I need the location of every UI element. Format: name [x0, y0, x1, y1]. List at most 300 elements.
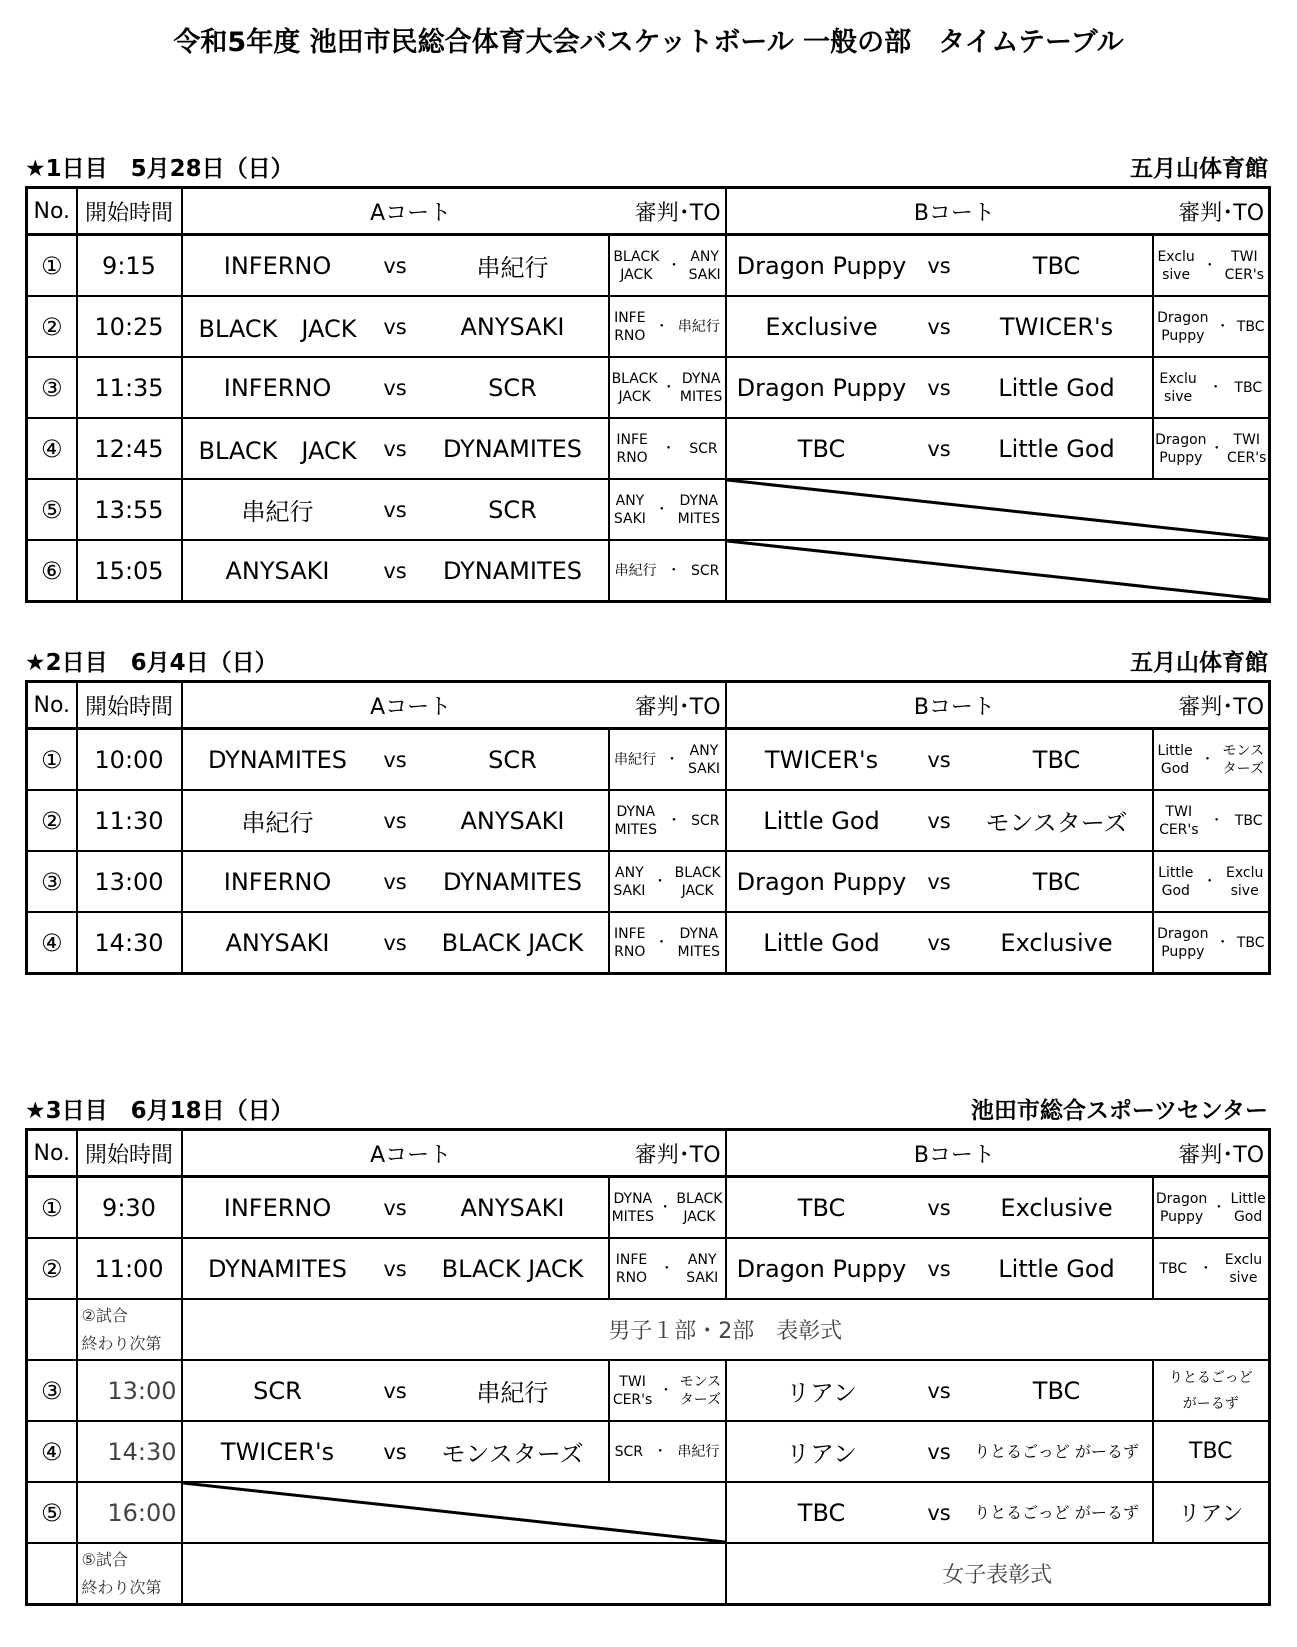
referee-2: TBC — [1234, 812, 1263, 829]
table-row — [27, 357, 1270, 418]
referee-1: INFE RNO — [614, 309, 646, 344]
referee-pair — [610, 248, 725, 284]
vs-label: vs — [383, 436, 407, 461]
match — [183, 1434, 608, 1469]
ceremony-cell: 男子１部・2部 表彰式 — [182, 1299, 1270, 1360]
referee-2: DYNA MITES — [679, 370, 723, 405]
referee-label: 審判･TO — [634, 200, 721, 226]
team-2: りとるごっど がーるず — [974, 1441, 1139, 1461]
start-time: 11:00 — [77, 1238, 182, 1299]
vs-label: vs — [927, 869, 951, 894]
team-1: TBC — [797, 434, 846, 463]
referee-1: DYNA MITES — [614, 803, 658, 838]
match-cell-a — [182, 418, 609, 479]
match — [727, 435, 1152, 463]
match-cell-a — [182, 1421, 609, 1482]
referee-pair — [1154, 925, 1269, 961]
vs-label: vs — [383, 375, 407, 400]
separator: ・ — [666, 257, 681, 274]
referee-2: TWI CER's — [1226, 431, 1267, 466]
header-group — [183, 690, 725, 721]
match-cell-a — [182, 912, 609, 974]
day-venue: 五月山体育館 — [1130, 156, 1268, 182]
match — [727, 929, 1152, 957]
referee-pair — [610, 492, 725, 528]
team-2: TBC — [1032, 251, 1081, 280]
separator: ・ — [1200, 751, 1215, 768]
no-match-a — [182, 1482, 726, 1543]
vs-label: vs — [383, 869, 407, 894]
match-number: ④ — [27, 912, 77, 974]
separator: ・ — [1209, 812, 1224, 829]
header-b-court — [726, 1130, 1270, 1177]
start-time: 13:00 — [77, 1360, 182, 1421]
separator: ・ — [653, 1443, 668, 1460]
referee-2: ANY SAKI — [686, 1251, 719, 1286]
header-group — [183, 1138, 725, 1169]
team-1: BLACK JACK — [198, 437, 357, 465]
separator: ・ — [1208, 379, 1223, 396]
header-time: 開始時間 — [77, 1130, 182, 1177]
referee-cell-a — [609, 912, 726, 974]
table-row — [27, 1543, 1270, 1605]
vs-label: vs — [383, 747, 407, 772]
referee-pair — [1154, 309, 1269, 345]
header-row — [27, 682, 1270, 729]
vs-label: vs — [383, 808, 407, 833]
match-cell-a — [182, 851, 609, 912]
separator: ・ — [1198, 1260, 1213, 1277]
referee-cell-a — [609, 1360, 726, 1421]
team-2: SCR — [488, 745, 537, 774]
referee-cell-b — [1153, 1238, 1270, 1299]
match-number — [27, 1299, 77, 1360]
referee-cell-a — [609, 729, 726, 791]
match — [183, 868, 608, 896]
referee-pair — [610, 1251, 725, 1287]
team-2: TBC — [1032, 867, 1081, 896]
start-time — [77, 1543, 182, 1605]
referee-pair — [610, 1190, 725, 1226]
table-row — [27, 296, 1270, 357]
day-header — [25, 640, 1268, 680]
match — [183, 803, 608, 838]
header-a-court — [182, 188, 726, 235]
team-1: 串紀行 — [241, 498, 314, 526]
vs-label: vs — [927, 1439, 951, 1464]
referee-1: BLACK JACK — [613, 248, 660, 283]
vs-label: vs — [927, 1378, 951, 1403]
separator: ・ — [1215, 318, 1230, 335]
table-row — [27, 479, 1270, 540]
vs-label: vs — [927, 1195, 951, 1220]
team-2: TBC — [1032, 1376, 1081, 1405]
referee-1: ANY SAKI — [613, 492, 646, 527]
referee-cell-b — [1153, 235, 1270, 297]
referee-cell-b — [1153, 1482, 1270, 1543]
referee-cell-b — [1153, 418, 1270, 479]
referee-pair — [1154, 864, 1269, 900]
day-section-1 — [25, 146, 1268, 603]
header-b-court — [726, 682, 1270, 729]
match-cell-b — [726, 851, 1153, 912]
header-time: 開始時間 — [77, 682, 182, 729]
match-number: ③ — [27, 357, 77, 418]
team-1: Little God — [763, 928, 880, 957]
team-1: SCR — [253, 1376, 302, 1405]
match-cell-b — [726, 1360, 1153, 1421]
separator: ・ — [659, 1260, 674, 1277]
empty-cell — [182, 1543, 726, 1605]
match — [183, 929, 608, 957]
court-label: Bコート — [913, 1142, 995, 1168]
header-group — [727, 196, 1269, 227]
separator: ・ — [667, 812, 682, 829]
referee-cell-b — [1153, 296, 1270, 357]
team-2: モンスターズ — [985, 809, 1128, 837]
timetable — [25, 1128, 1271, 1606]
match-cell-b — [726, 729, 1153, 791]
separator: ・ — [1211, 1199, 1226, 1216]
referee-2: DYNA MITES — [677, 492, 721, 527]
vs-label: vs — [383, 253, 407, 278]
referee-1: TBC — [1159, 1260, 1188, 1277]
team-2: Little God — [998, 1254, 1115, 1283]
header-group — [727, 690, 1269, 721]
referee-1: 串紀行 — [613, 751, 656, 768]
match-cell-b — [726, 1421, 1153, 1482]
vs-label: vs — [927, 1500, 951, 1525]
referee-cell-a — [609, 851, 726, 912]
referee-1: INFE RNO — [616, 431, 648, 466]
court-label: Aコート — [370, 200, 452, 226]
match — [727, 374, 1152, 402]
referee-1: Dragon Puppy — [1155, 431, 1207, 466]
team-2: Little God — [998, 373, 1115, 402]
match-cell-a — [182, 235, 609, 297]
team-1: BLACK JACK — [198, 315, 357, 343]
referee-1: DYNA MITES — [611, 1190, 655, 1225]
no-match-b — [726, 479, 1270, 540]
court-label: Aコート — [370, 694, 452, 720]
referee-pair — [610, 925, 725, 961]
referee-cell-a — [609, 235, 726, 297]
referee-label: 審判･TO — [1178, 200, 1265, 226]
referee-2: SCR — [691, 812, 720, 829]
match-cell-b — [726, 1482, 1153, 1543]
page-title: 令和5年度 池田市民総合体育大会バスケットボール 一般の部 タイムテーブル — [173, 27, 1124, 58]
referee-2: ANY SAKI — [687, 742, 720, 777]
referee-1: TWI CER's — [1159, 803, 1199, 838]
match-cell-b — [726, 912, 1153, 974]
separator: ・ — [658, 1199, 673, 1216]
header-b-court — [726, 188, 1270, 235]
referee-label: 審判･TO — [634, 1142, 721, 1168]
header-no: No. — [27, 682, 77, 729]
separator: ・ — [653, 873, 667, 890]
team-1: DYNAMITES — [207, 745, 348, 774]
start-time: 12:45 — [77, 418, 182, 479]
referee: リアン — [1178, 1502, 1244, 1527]
team-1: TBC — [797, 1498, 846, 1527]
referee-1: ANY SAKI — [613, 864, 646, 899]
start-time: 9:30 — [77, 1177, 182, 1239]
referee-1: Little God — [1158, 864, 1194, 899]
referee-2: TWI CER's — [1224, 248, 1265, 283]
match-number: ① — [27, 1177, 77, 1239]
start-time: 14:30 — [77, 912, 182, 974]
referee-1: INFE RNO — [614, 925, 646, 960]
vs-label: vs — [383, 930, 407, 955]
team-2: ANYSAKI — [460, 312, 565, 341]
day-header — [25, 146, 1268, 186]
referee-cell-b — [1153, 729, 1270, 791]
match — [727, 868, 1152, 896]
referee-cell-b — [1153, 1421, 1270, 1482]
match-number: ③ — [27, 851, 77, 912]
referee-2: モンス ターズ — [1222, 742, 1265, 777]
team-1: TBC — [797, 1193, 846, 1222]
referee-1: BLACK JACK — [611, 370, 658, 405]
header-row — [27, 188, 1270, 235]
referee-cell-a — [609, 479, 726, 540]
match-number: ① — [27, 235, 77, 297]
team-2: 串紀行 — [476, 1379, 549, 1407]
referee-2: SCR — [691, 562, 720, 579]
start-time: 9:15 — [77, 235, 182, 297]
match-number: ③ — [27, 1360, 77, 1421]
match-cell-a — [182, 540, 609, 602]
separator: ・ — [654, 318, 669, 335]
referee-pair — [1154, 431, 1269, 467]
vs-label: vs — [927, 436, 951, 461]
referee-cell-a — [609, 790, 726, 851]
match-cell-a — [182, 479, 609, 540]
day-venue: 池田市総合スポーツセンター — [970, 1098, 1268, 1124]
header-no: No. — [27, 188, 77, 235]
match-cell-a — [182, 357, 609, 418]
referee-1: Little God — [1157, 742, 1193, 777]
day-section-3 — [25, 1088, 1268, 1606]
team-2: DYNAMITES — [442, 867, 583, 896]
separator: ・ — [654, 501, 669, 518]
day-date: ★3日目 6月18日（日） — [25, 1098, 294, 1124]
match — [183, 557, 608, 585]
referee-2: SCR — [689, 440, 718, 457]
start-time: 13:55 — [77, 479, 182, 540]
timetable — [25, 680, 1271, 975]
no-match-b — [726, 540, 1270, 602]
referee-pair — [610, 370, 725, 406]
day-date: ★1日目 5月28日（日） — [25, 156, 294, 182]
vs-label: vs — [383, 1439, 407, 1464]
day-venue: 五月山体育館 — [1130, 650, 1268, 676]
match — [183, 309, 608, 344]
referee-2: ANY SAKI — [688, 248, 721, 283]
referee-cell-a — [609, 1177, 726, 1239]
table-row — [27, 1421, 1270, 1482]
table-row — [27, 1299, 1270, 1360]
team-1: リアン — [785, 1440, 858, 1468]
match-number: ② — [27, 790, 77, 851]
referee-1: TWI CER's — [612, 1373, 653, 1408]
match — [727, 746, 1152, 774]
match — [183, 1255, 608, 1283]
referee-cell-b — [1153, 357, 1270, 418]
team-2: SCR — [488, 495, 537, 524]
separator: ・ — [1209, 440, 1224, 457]
match-number: ⑤ — [27, 479, 77, 540]
referee: TBC — [1189, 1439, 1233, 1464]
table-row — [27, 851, 1270, 912]
court-label: Bコート — [913, 200, 995, 226]
team-1: リアン — [785, 1379, 858, 1407]
vs-label: vs — [383, 1195, 407, 1220]
match — [727, 252, 1152, 280]
team-2: DYNAMITES — [442, 556, 583, 585]
diagonal-strike — [727, 480, 1269, 539]
referee-pair — [1154, 803, 1269, 839]
referee-pair — [610, 562, 725, 580]
team-2: BLACK JACK — [441, 1254, 584, 1283]
separator: ・ — [1202, 257, 1217, 274]
referee-cell-b — [1153, 851, 1270, 912]
referee-cell-a — [609, 540, 726, 602]
referee-1: Exclu sive — [1157, 248, 1195, 283]
vs-label: vs — [383, 1378, 407, 1403]
table-row — [27, 235, 1270, 297]
match — [727, 803, 1152, 838]
header-group — [183, 196, 725, 227]
match-number: ② — [27, 1238, 77, 1299]
team-2: Little God — [998, 434, 1115, 463]
referee-pair — [610, 742, 725, 778]
ceremony-cell: 女子表彰式 — [726, 1543, 1270, 1605]
court-label: Bコート — [913, 694, 995, 720]
separator: ・ — [654, 934, 669, 951]
referee-label: 審判･TO — [634, 694, 721, 720]
referee-cell-a — [609, 296, 726, 357]
team-2: DYNAMITES — [442, 434, 583, 463]
header-group — [727, 1138, 1269, 1169]
team-1: TWICER's — [764, 745, 879, 774]
match-number: ④ — [27, 418, 77, 479]
match-number: ④ — [27, 1421, 77, 1482]
diagonal-strike — [183, 1483, 725, 1542]
vs-label: vs — [383, 314, 407, 339]
match-number — [27, 1543, 77, 1605]
table-row — [27, 912, 1270, 974]
referee-cell-a — [609, 1421, 726, 1482]
team-1: INFERNO — [223, 867, 332, 896]
table-row — [27, 729, 1270, 791]
match-cell-b — [726, 357, 1153, 418]
diagonal-strike — [727, 541, 1269, 600]
referee-cell-b — [1153, 790, 1270, 851]
referee-2: TBC — [1234, 379, 1263, 396]
team-2: 串紀行 — [476, 254, 549, 282]
referee-1: SCR — [614, 1443, 643, 1460]
vs-label: vs — [927, 375, 951, 400]
referee-1: 串紀行 — [614, 562, 657, 579]
match — [183, 746, 608, 774]
vs-label: vs — [927, 1256, 951, 1281]
team-1: Dragon Puppy — [736, 373, 907, 402]
referee-pair — [1154, 370, 1269, 406]
referee-cell-b — [1153, 1360, 1270, 1421]
team-1: INFERNO — [223, 1193, 332, 1222]
table-row — [27, 790, 1270, 851]
referee-pair — [610, 803, 725, 839]
team-1: Dragon Puppy — [736, 867, 907, 896]
separator: ・ — [1215, 934, 1230, 951]
header-row — [27, 1130, 1270, 1177]
separator: ・ — [661, 440, 676, 457]
start-time: 10:00 — [77, 729, 182, 791]
start-time: 16:00 — [77, 1482, 182, 1543]
match-number: ⑥ — [27, 540, 77, 602]
vs-label: vs — [383, 497, 407, 522]
team-1: Dragon Puppy — [736, 1254, 907, 1283]
referee-cell-a — [609, 357, 726, 418]
referee-2: BLACK JACK — [674, 864, 721, 899]
table-row — [27, 1482, 1270, 1543]
match-cell-a — [182, 296, 609, 357]
day-header — [25, 1088, 1268, 1128]
match-cell-b — [726, 418, 1153, 479]
referee-cell-b — [1153, 912, 1270, 974]
match — [727, 1499, 1152, 1527]
start-time — [77, 1299, 182, 1360]
start-time: 11:35 — [77, 357, 182, 418]
referee-2: BLACK JACK — [676, 1190, 723, 1225]
match — [183, 374, 608, 402]
referee-2: Exclu sive — [1224, 1251, 1263, 1286]
separator: ・ — [1202, 873, 1217, 890]
vs-label: vs — [927, 808, 951, 833]
referee-cell-b — [1153, 1177, 1270, 1239]
referee-label: 審判･TO — [1178, 1142, 1265, 1168]
court-label: Aコート — [370, 1142, 452, 1168]
team-2: モンスターズ — [441, 1440, 584, 1468]
team-2: TWICER's — [999, 312, 1114, 341]
referee-pair — [1154, 742, 1269, 778]
referee-2: DYNA MITES — [677, 925, 720, 960]
timetable — [25, 186, 1271, 603]
start-time: 13:00 — [77, 851, 182, 912]
match-cell-a — [182, 1360, 609, 1421]
referee-cell-a — [609, 418, 726, 479]
match — [727, 1434, 1152, 1469]
referee-pair — [610, 864, 725, 900]
separator: ・ — [658, 1382, 673, 1399]
header-a-court — [182, 682, 726, 729]
table-row — [27, 418, 1270, 479]
referee-2: 串紀行 — [677, 1443, 720, 1460]
match-cell-a — [182, 1177, 609, 1239]
referee-2: 串紀行 — [677, 318, 720, 335]
referee-1: INFE RNO — [615, 1251, 648, 1286]
team-1: 串紀行 — [241, 809, 314, 837]
team-1: INFERNO — [223, 251, 332, 280]
match — [183, 1373, 608, 1408]
start-time: 14:30 — [77, 1421, 182, 1482]
match-cell-a — [182, 729, 609, 791]
vs-label: vs — [383, 1256, 407, 1281]
vs-label: vs — [383, 558, 407, 583]
referee-2: Little God — [1230, 1190, 1266, 1225]
referee-pair — [1154, 1251, 1269, 1287]
